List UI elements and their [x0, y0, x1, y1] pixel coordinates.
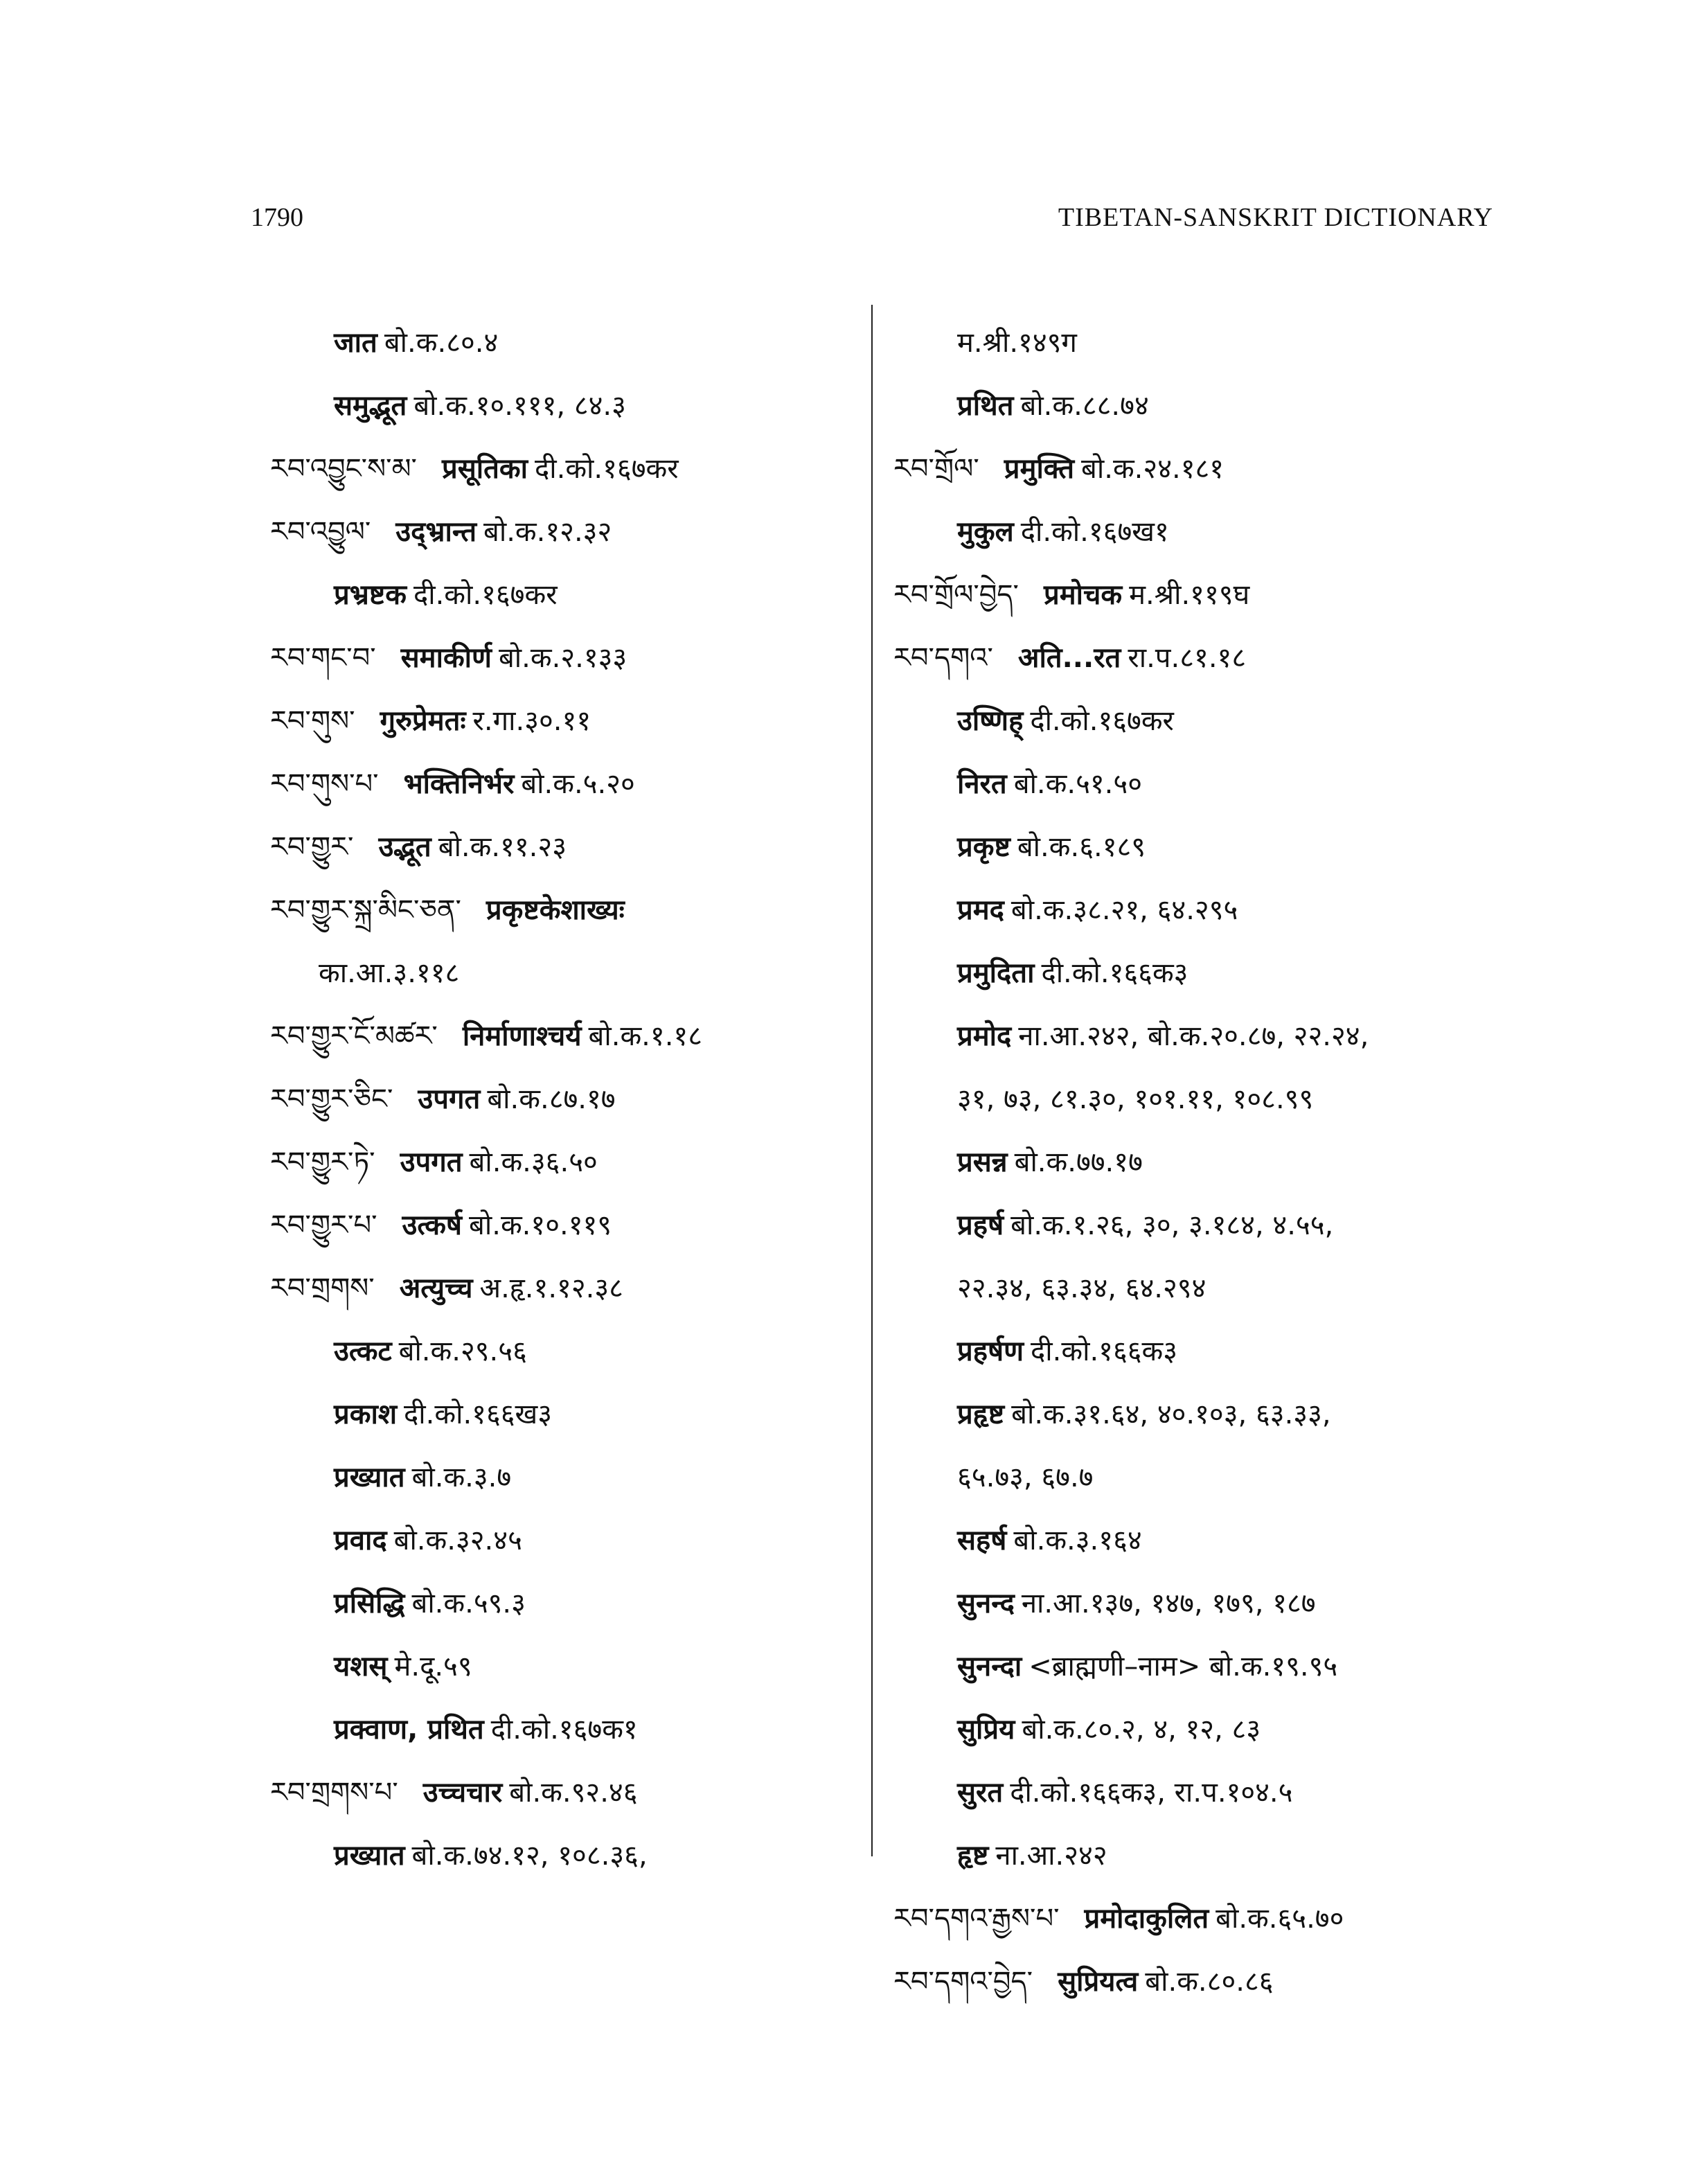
tibetan-headword: རབ་གུས་པ་: [270, 768, 379, 800]
entry-sense-line: [270, 375, 880, 438]
sanskrit-equivalent: उत्कर्ष: [402, 1209, 463, 1241]
dictionary-entry: [270, 1257, 880, 1320]
dictionary-entry: [270, 879, 880, 942]
source-reference: दी.को.१६६क३: [1031, 1335, 1178, 1367]
sanskrit-equivalent: सहर्ष: [957, 1525, 1007, 1556]
entry-sense-line: [893, 501, 1503, 564]
source-reference: दी.को.१६६ख३: [404, 1399, 553, 1430]
dictionary-entry: [893, 438, 1503, 501]
source-reference: दी.को.१६७ख१: [1020, 516, 1169, 548]
sanskrit-equivalent: उपगत: [400, 1146, 463, 1178]
dictionary-entry: [270, 1761, 880, 1825]
entry-sense-line: [893, 1194, 1503, 1257]
sanskrit-equivalent: प्रहर्षण: [957, 1335, 1024, 1367]
tibetan-headword: རབ་གྲགས་པ་: [270, 1777, 398, 1809]
source-reference: बो.क.८८.७४: [1020, 390, 1149, 422]
right-column: [893, 312, 1503, 2014]
source-reference: र.गा.३०.११: [472, 705, 591, 737]
tibetan-headword: རབ་གྱུར་སྐྲ་མིང་ཅན་: [270, 894, 461, 926]
sanskrit-equivalent: प्रमोद: [957, 1020, 1012, 1052]
dictionary-entry: [893, 564, 1503, 627]
source-reference: बो.क.३.१६४: [1013, 1525, 1142, 1556]
entry-sense-line: [270, 1446, 880, 1509]
source-reference: बो.क.८०.४: [384, 327, 499, 359]
entry-sense-line: [270, 1825, 880, 1888]
entry-sense-line: [893, 1068, 1503, 1131]
source-reference: ना.आ.१३७, १४७, १७९, १८७: [1021, 1588, 1316, 1619]
dictionary-entry: [270, 1131, 880, 1194]
dictionary-entry: [893, 1951, 1503, 2014]
source-reference: दी.को.१६७क१: [490, 1714, 638, 1746]
source-reference: ना.आ.२४२, बो.क.२०.८७, २२.२४,: [1018, 1020, 1369, 1052]
entry-sense-line: [893, 1446, 1503, 1509]
page-number: 1790: [251, 203, 303, 232]
entry-sense-line: [893, 942, 1503, 1005]
tibetan-headword: རབ་གྲོལ་བྱེད་: [893, 579, 1019, 611]
sanskrit-equivalent: सुनन्दा: [957, 1651, 1022, 1683]
running-title: TIBETAN-SANSKRIT DICTIONARY: [1058, 203, 1493, 232]
sanskrit-equivalent: प्रवाद: [334, 1525, 387, 1556]
entry-sense-line: [893, 312, 1503, 375]
sanskrit-equivalent: सुप्रिय: [957, 1714, 1015, 1746]
source-reference: बो.क.६५.७०: [1215, 1903, 1344, 1935]
sanskrit-equivalent: सुनन्द: [957, 1588, 1015, 1619]
source-reference: ६५.७३, ६७.७: [957, 1462, 1094, 1493]
entry-sense-line: [893, 690, 1503, 753]
dictionary-entry: [270, 501, 880, 564]
source-reference: बो.क.१०.१११, ८४.३: [413, 390, 626, 422]
source-reference: बो.क.२९.५६: [398, 1335, 527, 1367]
sanskrit-equivalent: प्रमोचक: [1043, 579, 1123, 611]
left-column: [270, 312, 880, 1888]
source-reference: <ब्राह्मणी–नाम> बो.क.१९.९५: [1028, 1651, 1338, 1683]
sanskrit-equivalent: उपगत: [418, 1083, 481, 1115]
sanskrit-equivalent: निरत: [957, 768, 1007, 800]
entry-sense-line: [893, 1635, 1503, 1698]
sanskrit-equivalent: उष्णिह्: [957, 705, 1024, 737]
entry-sense-line: [893, 375, 1503, 438]
source-reference: बो.क.१.१८: [588, 1020, 703, 1052]
sanskrit-equivalent: मुकुल: [957, 516, 1014, 548]
sanskrit-equivalent: सुरत: [957, 1777, 1004, 1809]
entry-sense-line: [893, 1509, 1503, 1572]
tibetan-headword: རབ་གྱུར་: [270, 831, 354, 863]
sanskrit-equivalent: अति...रत: [1017, 642, 1121, 674]
source-reference: बो.क.३६.५०: [469, 1146, 598, 1178]
entry-sense-line: [270, 1383, 880, 1446]
entry-sense-line: [893, 1383, 1503, 1446]
sanskrit-equivalent: समुद्भूत: [334, 390, 407, 422]
entry-sense-line: [270, 564, 880, 627]
tibetan-headword: རབ་དགའ་བྱེད་: [893, 1966, 1033, 1998]
source-reference: बो.क.८०.२, ४, १२, ८३: [1022, 1714, 1261, 1746]
sanskrit-equivalent: प्रमुक्ति: [1004, 453, 1075, 485]
source-reference: बो.क.९२.४६: [509, 1777, 638, 1809]
source-reference: बो.क.३१.६४, ४०.१०३, ६३.३३,: [1011, 1399, 1331, 1430]
tibetan-headword: རབ་གང་བ་: [270, 642, 376, 674]
sanskrit-equivalent: उद्भूत: [378, 831, 431, 863]
source-reference: म.श्री.११९घ: [1129, 579, 1250, 611]
entry-sense-line: [893, 1572, 1503, 1635]
source-reference: बो.क.३.७: [411, 1462, 512, 1493]
entry-sense-line: [893, 816, 1503, 879]
sanskrit-equivalent: प्रख्यात: [334, 1462, 405, 1493]
sanskrit-equivalent: प्रक्वाण, प्रथित: [334, 1714, 484, 1746]
source-reference: बो.क.६.१८९: [1017, 831, 1146, 863]
column-divider: [871, 305, 873, 1856]
sanskrit-equivalent: समाकीर्ण: [400, 642, 492, 674]
sanskrit-equivalent: प्रसन्न: [957, 1146, 1008, 1178]
source-reference: २२.३४, ६३.३४, ६४.२९४: [957, 1272, 1206, 1304]
source-reference: बो.क.८०.८६: [1145, 1966, 1274, 1998]
entry-sense-line: [893, 1320, 1503, 1383]
source-reference: दी.को.१६७कर: [1030, 705, 1174, 737]
tibetan-headword: རབ་གྱུར་ཏེ་: [270, 1146, 375, 1178]
tibetan-headword: རབ་དགའ་རྒྱས་པ་: [893, 1903, 1060, 1935]
sanskrit-equivalent: जात: [334, 327, 377, 359]
entry-sense-line: [893, 1257, 1503, 1320]
sanskrit-equivalent: भक्तिनिर्भर: [403, 768, 515, 800]
dictionary-entry: [893, 1888, 1503, 1951]
source-reference: का.आ.३.११८: [319, 957, 460, 989]
source-reference: बो.क.५.२०: [521, 768, 635, 800]
entry-sense-line: [893, 1761, 1503, 1825]
source-reference: अ.हृ.१.१२.३८: [479, 1272, 623, 1304]
sanskrit-equivalent: प्रकृष्टकेशाख्यः: [486, 894, 625, 926]
sanskrit-equivalent: प्रमुदिता: [957, 957, 1035, 989]
source-reference: बो.क.२.१३३: [498, 642, 627, 674]
sanskrit-equivalent: हृष्ट: [957, 1840, 989, 1872]
source-reference: दी.को.१६७कर: [413, 579, 558, 611]
sanskrit-equivalent: प्रकाश: [334, 1399, 398, 1430]
sanskrit-equivalent: प्रकृष्ट: [957, 831, 1010, 863]
dictionary-entry: [270, 438, 880, 501]
entry-sense-line: [893, 1698, 1503, 1761]
dictionary-entry: [270, 627, 880, 690]
tibetan-headword: རབ་འབྱུལ་: [270, 516, 371, 548]
source-reference: बो.क.५९.३: [411, 1588, 526, 1619]
source-reference: बो.क.३८.२१, ६४.२९५: [1010, 894, 1238, 926]
sanskrit-equivalent: प्रहर्ष: [957, 1209, 1004, 1241]
sanskrit-equivalent: सुप्रियत्व: [1058, 1966, 1139, 1998]
source-reference: बो.क.२४.१८१: [1081, 453, 1224, 485]
sanskrit-equivalent: निर्माणाश्चर्य: [462, 1020, 582, 1052]
source-reference: मे.दू.५९: [394, 1651, 472, 1683]
tibetan-headword: རབ་གྲོལ་: [893, 453, 979, 485]
source-reference: दी.को.१६६क३: [1041, 957, 1188, 989]
source-reference: बो.क.११.२३: [438, 831, 567, 863]
tibetan-headword: རབ་གྱུར་ངོ་མཚར་: [270, 1020, 438, 1052]
tibetan-headword: རབ་གྲགས་: [270, 1272, 375, 1304]
sanskrit-equivalent: प्रसूतिका: [441, 453, 528, 485]
entry-sense-line: [270, 942, 880, 1005]
dictionary-entry: [270, 1194, 880, 1257]
source-reference: ना.आ.२४२: [995, 1840, 1107, 1872]
source-reference: बो.क.७४.१२, १०८.३६,: [411, 1840, 648, 1872]
sanskrit-equivalent: उच्चचार: [422, 1777, 503, 1809]
dictionary-entry: [270, 1005, 880, 1068]
entry-sense-line: [270, 312, 880, 375]
sanskrit-equivalent: गुरुप्रेमतः: [380, 705, 466, 737]
tibetan-headword: རབ་དགའ་: [893, 642, 993, 674]
source-reference: बो.क.३२.४५: [393, 1525, 522, 1556]
entry-sense-line: [893, 753, 1503, 816]
source-reference: बो.क.७७.१७: [1014, 1146, 1143, 1178]
dictionary-entry: [893, 627, 1503, 690]
source-reference: म.श्री.१४९ग: [957, 327, 1077, 359]
sanskrit-equivalent: अत्युच्च: [399, 1272, 473, 1304]
source-reference: रा.प.८१.१८: [1128, 642, 1247, 674]
source-reference: बो.क.८७.१७: [487, 1083, 616, 1115]
sanskrit-equivalent: प्रख्यात: [334, 1840, 405, 1872]
sanskrit-equivalent: उद्भ्रान्त: [395, 516, 477, 548]
source-reference: बो.क.५१.५०: [1013, 768, 1142, 800]
dictionary-entry: [270, 1068, 880, 1131]
tibetan-headword: རབ་གྱུར་པ་: [270, 1209, 377, 1241]
sanskrit-equivalent: प्रमद: [957, 894, 1004, 926]
source-reference: बो.क.१.२६, ३०, ३.१८४, ४.५५,: [1010, 1209, 1334, 1241]
tibetan-headword: རབ་འབྱུང་ས་མ་: [270, 453, 417, 485]
tibetan-headword: རབ་གྱུར་ཅིང་: [270, 1083, 393, 1115]
entry-sense-line: [270, 1572, 880, 1635]
dictionary-entry: [270, 753, 880, 816]
tibetan-headword: རབ་གུས་: [270, 705, 355, 737]
entry-sense-line: [270, 1320, 880, 1383]
sanskrit-equivalent: प्रसिद्धि: [334, 1588, 405, 1619]
sanskrit-equivalent: उत्कट: [334, 1335, 392, 1367]
entry-sense-line: [893, 1131, 1503, 1194]
source-reference: दी.को.१६६क३, रा.प.१०४.५: [1010, 1777, 1293, 1809]
sanskrit-equivalent: यशस्: [334, 1651, 388, 1683]
sanskrit-equivalent: प्रहृष्ट: [957, 1399, 1005, 1430]
sanskrit-equivalent: प्रथित: [957, 390, 1014, 422]
entry-sense-line: [270, 1698, 880, 1761]
source-reference: दी.को.१६७कर: [535, 453, 679, 485]
dictionary-entry: [270, 690, 880, 753]
dictionary-entry: [270, 816, 880, 879]
entry-sense-line: [893, 1825, 1503, 1888]
source-reference: ३१, ७३, ८१.३०, १०१.११, १०८.९९: [957, 1083, 1314, 1115]
source-reference: बो.क.१२.३२: [483, 516, 612, 548]
sanskrit-equivalent: प्रमोदाकुलित: [1084, 1903, 1209, 1935]
entry-sense-line: [270, 1635, 880, 1698]
sanskrit-equivalent: प्रभ्रष्टक: [334, 579, 407, 611]
entry-sense-line: [893, 879, 1503, 942]
entry-sense-line: [893, 1005, 1503, 1068]
entry-sense-line: [270, 1509, 880, 1572]
source-reference: बो.क.१०.११९: [469, 1209, 612, 1241]
